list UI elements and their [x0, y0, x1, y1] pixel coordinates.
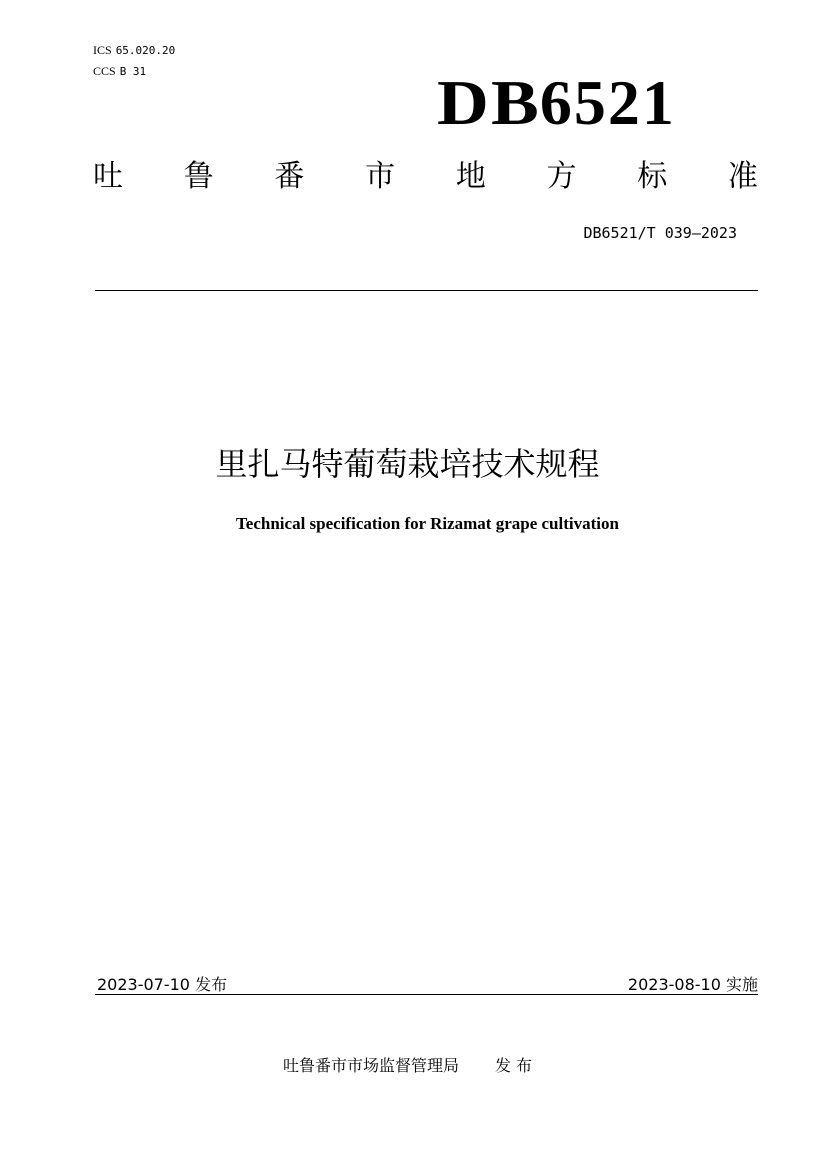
standard-type-char: 地: [455, 159, 486, 194]
standard-type-char: 准: [727, 159, 758, 194]
document-title-cn: 里扎马特葡萄栽培技术规程: [215, 445, 600, 483]
standard-type-char: 番: [274, 159, 305, 194]
footer-divider: [95, 994, 758, 995]
standard-type-char: 市: [365, 159, 396, 194]
standard-type-heading: [93, 155, 758, 199]
document-title-en: Technical specification for Rizamat grape cultivation: [236, 514, 619, 533]
ccs-label: CCS: [93, 64, 116, 78]
ccs-code: B 31: [119, 65, 147, 78]
standard-logo: [437, 68, 676, 138]
header-divider: [95, 290, 758, 291]
issuer-action: 发 布: [494, 1056, 533, 1075]
issuer-line: [0, 1053, 815, 1076]
standard-type-char: 吐: [93, 159, 123, 194]
ccs-line: [93, 61, 175, 82]
logo-prefix: DB: [437, 67, 542, 138]
standard-type-char: 鲁: [183, 159, 214, 194]
ics-line: [93, 40, 175, 61]
implement-date: 2023-08-10 实施: [627, 975, 758, 994]
standard-type-char: 方: [546, 159, 577, 194]
classification-codes: [93, 40, 175, 82]
logo-number: 6521: [539, 67, 676, 138]
publish-date: 2023-07-10 发布: [97, 975, 228, 994]
issuer-name: 吐鲁番市市场监督管理局: [282, 1056, 459, 1075]
standard-number: DB6521/T 039—2023: [583, 224, 737, 242]
ics-label: ICS: [93, 43, 112, 57]
standard-type-char: 标: [637, 159, 668, 194]
ics-code: 65.020.20: [115, 44, 176, 57]
